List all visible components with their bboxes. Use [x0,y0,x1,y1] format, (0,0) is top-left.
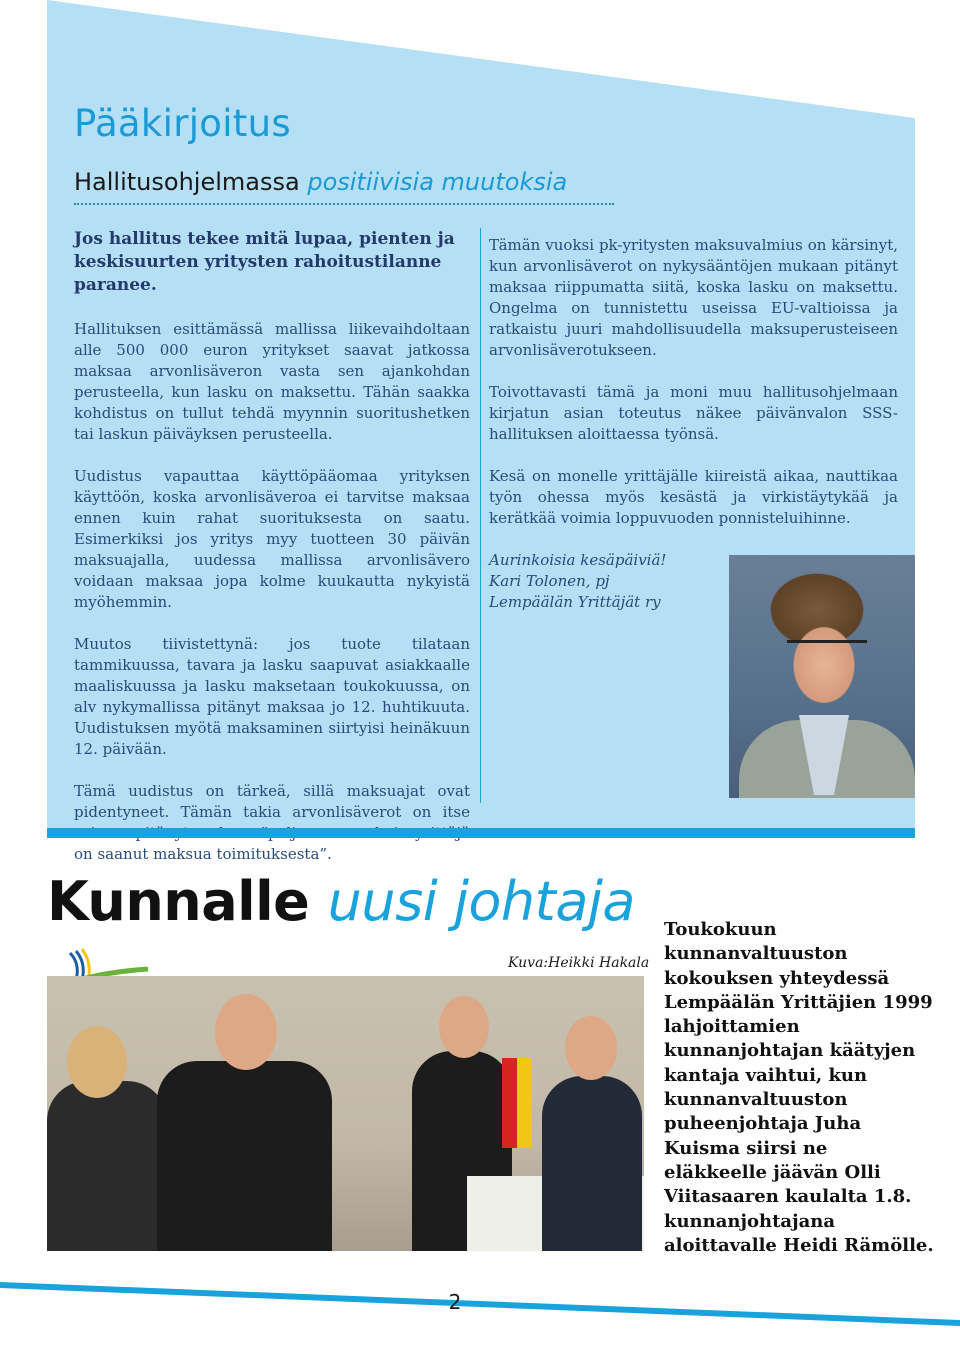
signature-name: Kari Tolonen, pj [489,572,610,590]
photo-figure-woman [47,1081,167,1251]
photo-credit: Kuva:Heikki Hakala [508,955,650,971]
editorial-subheading [74,168,567,196]
body-paragraph: Toivottavasti tämä ja moni muu hallitusohjelmaan kirjatun asian toteutus näkee päivänvalon SSS-hallituksen aloittaessa työnsä. [489,383,898,443]
photo-figure-man-right [542,1076,642,1251]
photo-head [565,1016,617,1080]
editorial-left-column [74,228,470,886]
body-paragraph: Muutos tiivistettynä: jos tuote tilataan tammikuussa, tavara ja lasku saapuvat asiakkaalle maaliskuussa ja lasku maksetaan toukokuussa, on alv nykymallissa pitänyt maksaa jo 12. huhtikuuta. Uudistuksen myötä maksaminen siirtyisi heinäkuun 12. päivään. [74,635,470,758]
photo-flag [502,1058,532,1148]
lead-paragraph: Jos hallitus tekee mitä lupaa, pienten ja keskisuurten yritysten rahoitustilanne paranee. [74,229,455,295]
news-title-plain: Kunnalle [47,870,310,933]
photo-head [67,1026,127,1098]
signature-greeting: Aurinkoisia kesäpäiviä! [489,551,667,569]
section-divider-bar [47,828,915,838]
subheading-plain: Hallitusohjelmassa [74,168,300,196]
page-number: 2 [448,1290,462,1314]
ceremony-photo [47,976,644,1251]
body-paragraph: Hallituksen esittämässä mallissa liikevaihdoltaan alle 500 000 euron yritykset saavat jatkossa maksaa arvonlisäveron vasta sen ajankohdan perusteella, kun lasku on maksettu. Tähän saakka kohdistus on tullut tehdä myynnin suoritushetken tai laskun päiväyksen perusteella. [74,320,470,443]
photo-figure-man-left [157,1061,332,1251]
signature-organization: Lempäälän Yrittäjät ry [489,593,661,611]
photo-head [215,994,277,1070]
page-section-heading: Pääkirjoitus [74,102,291,145]
photo-caption: Toukokuun kunnanvaltuuston kokouksen yhteydessä Lempäälän Yrittäjien 1999 lahjoittamien kunnanjohtajan käätyjen kantaja vaihtui, kun kunnanvaltuuston puheenjohtaja Juha Kuisma siirsi ne eläkkeelle jäävän Olli Viitasaaren kaulalta 1.8. kunnanjohtajana aloittavalle Heidi Rämölle. [664,919,934,1256]
subheading-accent: positiivisia muutoksia [307,168,568,196]
body-paragraph: Kesä on monelle yrittäjälle kiireistä aikaa, nauttikaa työn ohessa myös kesästä ja virkistäytykää ja kerätkää voimia loppuvuoden ponnisteluihinne. [489,467,898,527]
author-portrait [729,555,915,798]
news-title-accent: uusi johtaja [327,870,635,933]
body-paragraph: Uudistus vapauttaa käyttöpääomaa yrityksen käyttöön, koska arvonlisäveroa ei tarvitse maksaa ennen kuin rahat suorituksesta on saatu. Esimerkiksi jos yritys myy tuotteen 30 päivän maksuajalla, uudessa mallissa arvonlisävero voidaan maksaa jopa kolme kuukautta nykyistä myöhemmin. [74,467,470,611]
portrait-glasses [787,640,867,661]
news-title [47,870,635,933]
dotted-divider [74,203,614,205]
body-paragraph: Tämä uudistus on tärkeä, sillä maksuajat ovat pidentyneet. Tämän takia arvonlisäverot on itse on saanut maksua toimituksesta”. [74,782,470,863]
photo-head [439,996,489,1058]
column-divider [480,228,481,803]
body-paragraph: Tämän vuoksi pk-yritysten maksuvalmius on kärsinyt, kun arvonlisäverot on nykysääntöjen mukaan pitänyt maksaa riippumatta siitä, koska lasku on maksettu. Ongelma on tunnistettu useissa EU-valtioissa ja ratkaistu juuri mahdollisuudella maksuperusteiseen arvonlisäverotukseen. [489,236,898,359]
